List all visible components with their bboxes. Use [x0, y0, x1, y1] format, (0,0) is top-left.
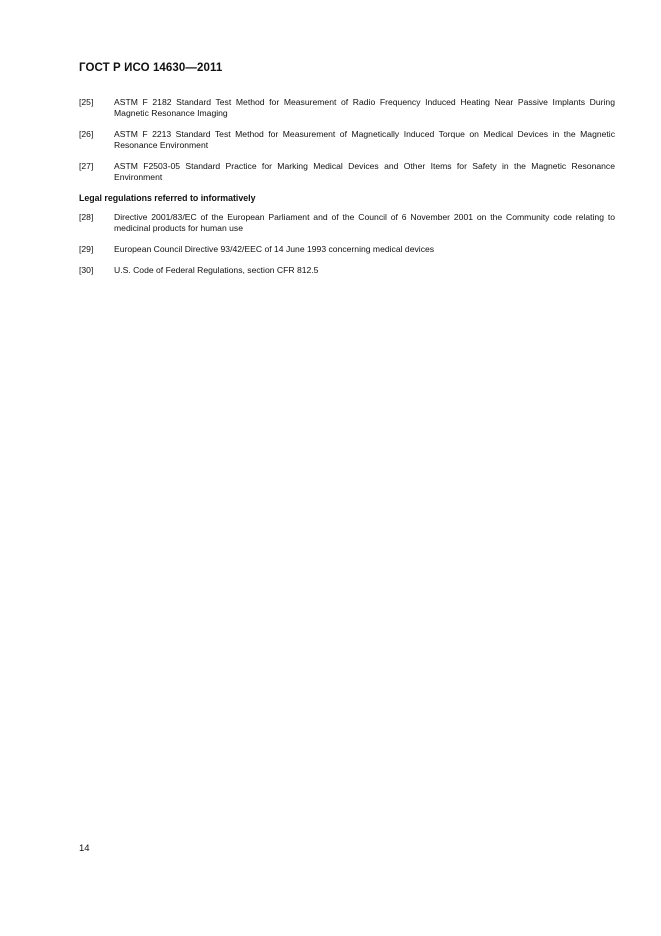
- page-header: ГОСТ Р ИСО 14630—2011: [79, 62, 223, 74]
- reference-item: [79, 97, 615, 119]
- reference-text: ASTM F 2182 Standard Test Method for Measurement of Radio Frequency Induced Heating Near Passive Implants During Magnetic Resonance Imaging: [114, 97, 615, 118]
- reference-item: [79, 244, 615, 255]
- reference-number: [28]: [79, 212, 94, 222]
- reference-item: [79, 129, 615, 151]
- reference-item: [79, 212, 615, 234]
- reference-text: ASTM F 2213 Standard Test Method for Measurement of Magnetically Induced Torque on Medical Devices in the Magnetic Resonance Environment: [114, 129, 615, 150]
- page-number: 14: [79, 843, 90, 854]
- reference-number: [25]: [79, 97, 94, 107]
- reference-number: [26]: [79, 129, 94, 139]
- references-list: [79, 97, 615, 286]
- section-heading: Legal regulations referred to informatively: [79, 193, 256, 203]
- reference-text: Directive 2001/83/EC of the European Parliament and of the Council of 6 November 2001 on the Community code relating to medicinal products for human use: [114, 212, 615, 233]
- reference-number: [30]: [79, 265, 94, 275]
- reference-number: [27]: [79, 161, 94, 171]
- reference-number: [29]: [79, 244, 94, 254]
- reference-item: [79, 265, 615, 276]
- reference-text: European Council Directive 93/42/EEC of 14 June 1993 concerning medical devices: [114, 244, 435, 254]
- reference-text: ASTM F2503-05 Standard Practice for Marking Medical Devices and Other Items for Safety in the Magnetic Resonance Environment: [114, 161, 615, 182]
- reference-item: [79, 161, 615, 183]
- reference-text: U.S. Code of Federal Regulations, section CFR 812.5: [114, 265, 319, 275]
